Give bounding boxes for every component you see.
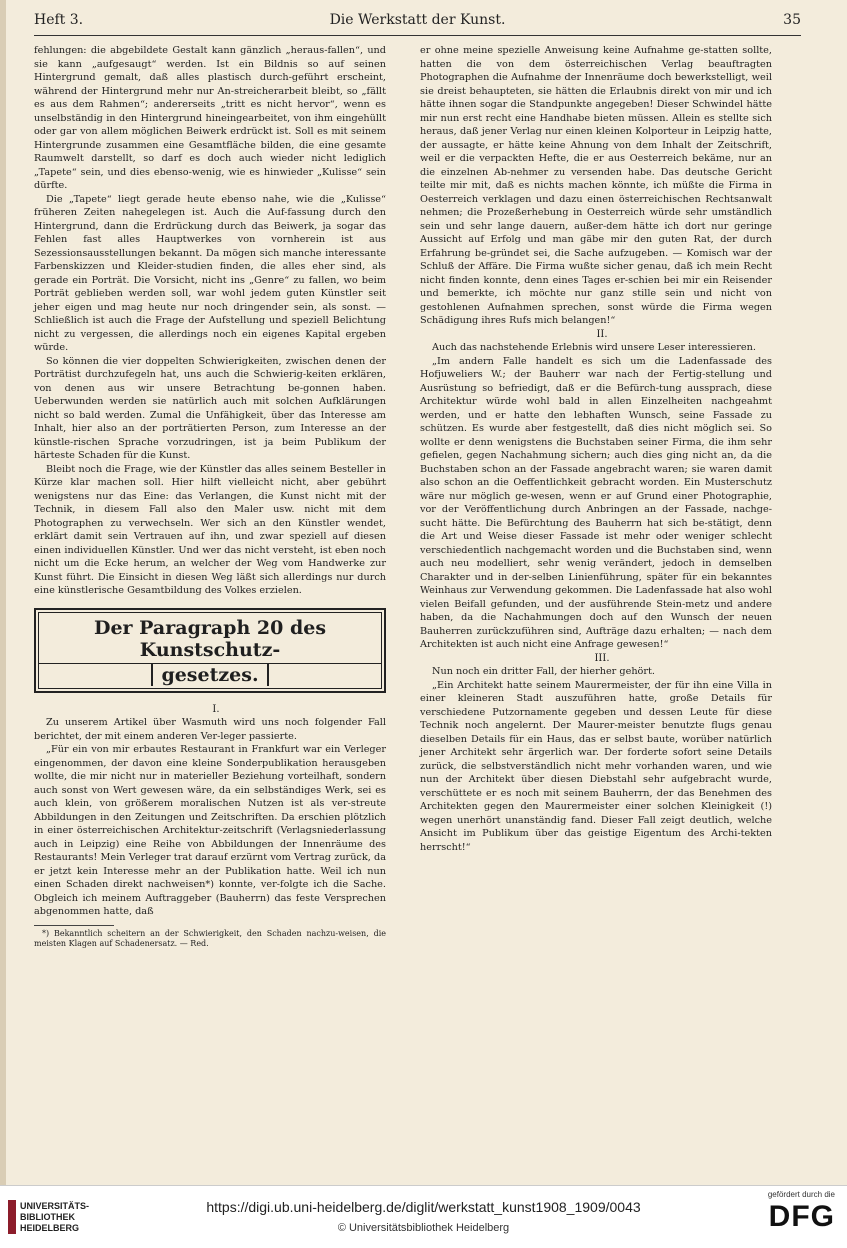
- paragraph: So können die vier doppelten Schwierigkeiten, zwischen denen der Porträtist durchzufegeln hat, uns auch die Schwierig-keiten erklären, von denen aus wir unsere Betrachtung be-gonnen haben. Ueberwunden werden sie natürlich auch mit solchen Aufklärungen nicht so bald werden. Zumal die Unfähigkeit, über das Interesse am Inhalt, hier also an der porträtierten Person, zum Interesse an der künstle-rischen Sprache vorzudringen, ist ja beim Publikum der härteste Schaden für die Kunst.: [34, 355, 386, 461]
- section-number: I.: [212, 703, 220, 715]
- permalink-url[interactable]: https://digi.ub.uni-heidelberg.de/diglit/werkstatt_kunst1908_1909/0043: [206, 1199, 641, 1215]
- footnote: *) Bekanntlich scheitern an der Schwierigkeit, den Schaden nachzu-weisen, die meisten Klagen auf Schadenersatz. — Red.: [34, 928, 386, 948]
- viewer-footer: [0, 1185, 847, 1248]
- library-name-line1: UNIVERSITÄTS-: [20, 1201, 90, 1211]
- paragraph: Auch das nachstehende Erlebnis wird unsere Leser interessieren.: [432, 342, 756, 353]
- scan-edge-shadow: [0, 0, 6, 1185]
- paragraph: Die „Tapete“ liegt gerade heute ebenso nahe, wie die „Kulisse“ früheren Zeiten nahegelegen ist. Auch die Auf-fassung durch den Hintergrund, dann die Erdrückung durch das Beiwerk, ja sogar das Fehlen fast alles Hauptwerkes von vornherein ist aus Sezessionsausstellungen bekannt. Da mögen sich manche interessante Farbenskizzen und Kleider-studien finden, die alles eher sind, als gerade ein Porträt. Die Vorsicht, nicht ins „Genre“ zu fallen, wo beim Porträt geblieben werden soll, war wohl jedem guten Künstler seit jeher eigen und mag heute nur noch dringender sein, als sonst. — Schließlich ist auch die Frage der Aufstellung und speziell Belichtung nicht zu vergessen, die allerdings noch ein eigenes Kapital ergeben würde.: [34, 193, 386, 353]
- paragraph: „Ein Architekt hatte seinem Maurermeister, der für ihn eine Villa in einer kleineren Stadt auszuführen hatte, große Details für verschiedene Putzornamente gegeben und dessen Leute für diese Technik noch angelernt. Der Maurer-meister benutzte flugs genau dieselben Details für ein Haus, das er selbst baute, worüber natürlich jener Architekt sehr ärgerlich war. Der forderte sofort seine Details zurück, die selbstverständlich nicht mehr vorhanden waren, und wie nun der Architekt über diesen Diebstahl sehr aufgebracht wurde, verschüttete er es noch mit seinem Bauherrn, der das Benehmen des Architekten gegen den Maurermeister einer solchen Kleinigkeit (!) wegen unerhört unanständig fand. Dieser Fall zeigt deutlich, welche Ansicht im Publikum über das geistige Eigentum des Archi-tekten herrscht!“: [420, 679, 772, 853]
- paragraph: „Im andern Falle handelt es sich um die Ladenfassade des Hofjuweliers W.; der Bauherr war nach der Fertig-stellung und Ausrüstung so befriedigt, daß er die Befürch-tung aussprach, diese Architektur würde wohl bald in allen Einzelheiten nachgeahmt werden, und er hatte den lebhaften Wunsch, seine Fassade zu schützen. Es wurde aber festgestellt, daß dies nicht möglich sei. So wollte er denn wenigstens die Buchstaben seiner Firma, die ihm sehr gefielen, gegen Nachahmung sichern; auch dies ging nicht an, da die Buchstaben schon an der Fassade angebracht waren; sie waren damit also schon an die Oeffentlichkeit gebracht worden. Ein Musterschutz wäre nur möglich ge-wesen, wenn er auf Grund einer Photographie, vor der Veröffentlichung durch Anbringen an der Fassade, nachge-sucht hätte. Die Befürchtung des Bauherrn hat sich be-stätigt, denn die Art und Weise dieser Fassade ist mehr oder weniger schlecht verschiedentlich nachgemacht worden und die Buchstaben sind, wenn auch neu modelliert, sehr wenig verändert, jedoch in demselben Charakter und in der-selben Linienführung, später für ein bekanntes Weinhaus zur Verwendung gekommen. Die Ladenfassade hat also wohl vielen Beifall gefunden, und der ausführende Stein-metz und andere haben, da die Nachahmungen doch auf den Wunsch der neuen Bauherren zurückzuführen sind, Aufträge dazu erhalten; — nach dem Architekten ist auch nicht eine Anfrage gewesen!“: [420, 355, 772, 650]
- section-number: II.: [596, 328, 608, 340]
- article-heading-line2: gesetzes.: [151, 664, 268, 686]
- section-number: III.: [594, 652, 610, 664]
- footnote-rule: [34, 925, 114, 926]
- paragraph: Nun noch ein dritter Fall, der hierher gehört.: [432, 666, 655, 677]
- paragraph: fehlungen: die abgebildete Gestalt kann gänzlich „heraus-fallen“, und sie kann „aufgesaugt“ werden. Ist ein Bildnis so auf seinen Hintergrund gemalt, daß alles plastisch durch-geführt erscheint, während der Hintergrund mehr nur An-streicherarbeit bleibt, so „fällt es aus dem Rahmen“; andererseits „tritt es nicht hervor“, wenn es unselbständig in den Hintergrund hineingearbeitet, von ihm eingehüllt oder gar von allem möglichen Beiwerk erdrückt ist. Soll es mit seinem Hintergrunde zusammen eine Gesamtfläche bilden, die eine gesamte Raumwelt darstellt, so darf es doch auch wieder nicht lediglich „Tapete“ sein, und dies ebenso-wenig, wie es hinwieder „Kulisse“ sein dürfte.: [34, 45, 386, 191]
- library-name-line3: HEIDELBERG: [20, 1223, 80, 1233]
- left-column: [34, 44, 386, 950]
- library-name-line2: BIBLIOTHEK: [20, 1212, 75, 1222]
- funding-note: gefördert durch die: [767, 1190, 835, 1199]
- copyright-notice: © Universitätsbibliothek Heidelberg: [337, 1222, 510, 1234]
- paragraph: er ohne meine spezielle Anweisung keine Aufnahme ge-statten sollte, hatten die von dem österreichischen Verlag beauftragten Photographen die Aufnahme der Innenräume doch bewerkstelligt, weil sie dreist behaupteten, sie hätten die Erlaubnis direkt von mir und ich hätte ihnen sogar die Standpunkte angegeben! Dieser Schwindel hätte mir nun erst recht eine Handhabe bieten müssen. Allein es stellte sich heraus, daß jener Verlag nur einen kleinen Kolporteur in Leipzig hatte, der aussagte, er hätte keine Ahnung von dem Inhalt der Zeitschrift, weil er die verpackten Hefte, die er aus Oesterreich bekäme, nur an die einzelnen Ab-nehmer zu versenden habe. Das deutsche Gericht teilte mir mit, daß es nichts machen könnte, ich müßte die Firma in Oesterreich verklagen und dazu einen österreichischen Rechtsanwalt nehmen; die Prozeßerhebung in Oesterreich würde sehr umständlich sein und sehr lange dauern, außer-dem hätte ich dort nur geringe Aussicht auf Erfolg und man gäbe mir den guten Rat, der durch Erfahrung be-gründet sei, die Sache aufzugeben. — Komisch war der Schluß der Affäre. Die Firma wußte sicher genau, daß ich mein Recht nicht finden konnte, denn eines Tages er-schien bei mir ein Reisender und bemerkte, ich möchte nur ganz stille sein und nicht von gestohlenen Aufnahmen sprechen, sonst würde die Firma wegen Schädigung ihres Rufs mich belangen!“: [420, 45, 772, 326]
- journal-title: Die Werkstatt der Kunst.: [329, 12, 506, 28]
- article-heading-line1: Der Paragraph 20 des Kunstschutz-: [93, 616, 327, 661]
- dfg-logo: DFG: [768, 1200, 835, 1233]
- funder-block[interactable]: [745, 1190, 835, 1244]
- article-heading-box: [34, 608, 386, 693]
- paragraph: „Für ein von mir erbautes Restaurant in Frankfurt war ein Verleger eingenommen, der davon eine kleine Sonderpublikation herausgeben wollte, die mir nicht nur in materieller Beziehung vorteilhaft, sondern auch sonst von Wert gewesen wäre, da ein selbständiges Werk, sei es auch klein, von größerem moralischen Nutzen ist als ver-streute Abbildungen in den Zeitungen und Zeitschriften. Da erschien plötzlich in einer österreichischen Architektur-zeitschrift (Verlagsniederlassung auch in Leipzig) eine Reihe von Abbildungen der Innenräume des Restaurants! Mein Verleger trat darauf erzürnt vom Vertrag zurück, da er jetzt kein Interesse mehr an der Publikation hatte. Weil ich nun einen Schaden direkt nachweisen*) konnte, ver-folgte ich die Sache. Obgleich ich meinem Auftraggeber (Bauherrn) das feste Versprechen abgenommen hatte, daß: [34, 744, 386, 917]
- paragraph: Zu unserem Artikel über Wasmuth wird uns noch folgender Fall berichtet, der mit einem anderen Ver-leger passierte.: [34, 717, 386, 742]
- right-column: [420, 44, 772, 854]
- issue-label: Heft 3.: [34, 12, 84, 28]
- header-rule: [34, 35, 801, 36]
- page-number: 35: [783, 12, 801, 28]
- running-head: [34, 12, 801, 36]
- paragraph: Bleibt noch die Frage, wie der Künstler das alles seinem Besteller in Kürze klar machen soll. Hier hilft vielleicht nicht, aber gebührt wenigstens nur das Eine: das Verlangen, die Kunst nicht mit der Technik, in diesem Fall also den Maler usw. nicht mit dem Photographen zu verwechseln. Wer sich an den Künstler wendet, erklärt damit sein Vertrauen auf ihn, und zwar speziell auf diesen einen individuellen Künstler. Und wer das nicht versteht, ist eben noch nicht um die Ecke herum, an welcher der Weg vom Handwerke zur Kunst führt. Die Einsicht in diesen Weg läßt sich allerdings nur durch eine künstlerische Gesamtbildung des Volkes erzielen.: [34, 463, 386, 596]
